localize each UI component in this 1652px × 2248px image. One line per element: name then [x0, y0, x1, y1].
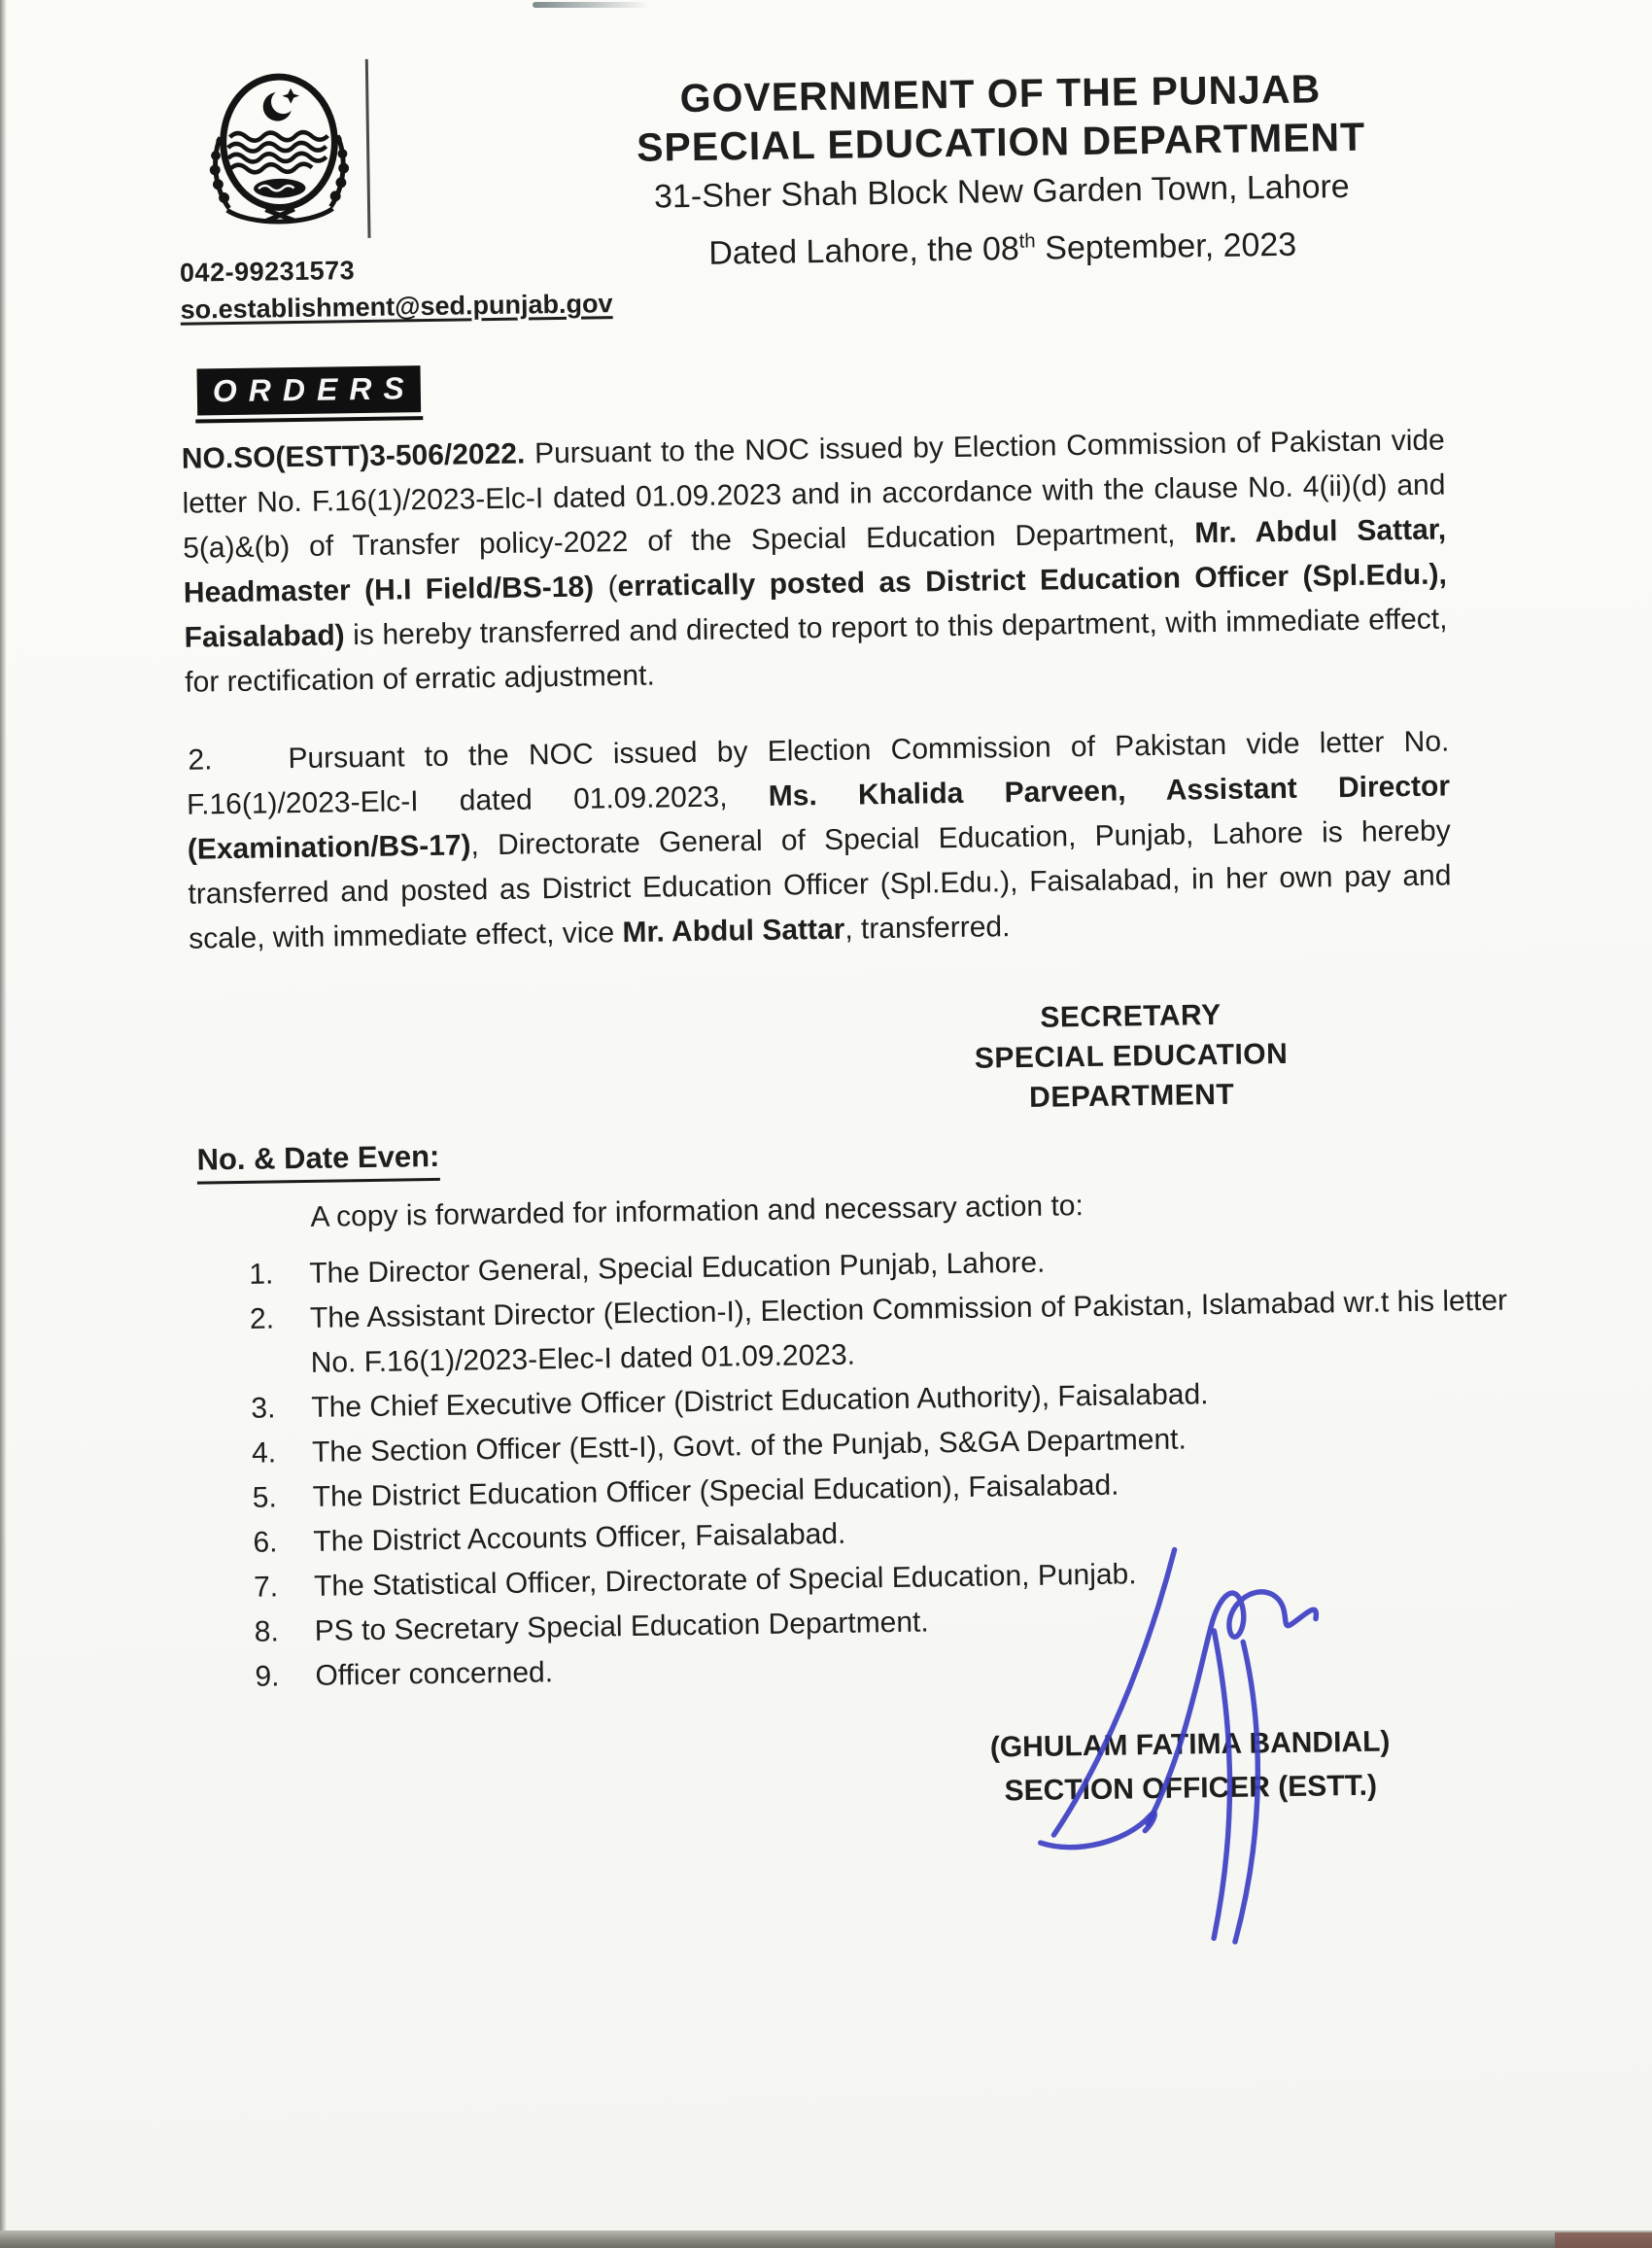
- para1-erratic-posting: erratically posted as District Education Officer (Spl.Edu.), Faisalabad): [184, 558, 1448, 654]
- date-text: Dated Lahore, the 08: [708, 229, 1020, 272]
- para2-text-2: , Directorate General of Special Education, Punjab, Lahore is hereby transferred and posted as District Education Officer (Spl.Edu.), Faisalabad, in her own pay and scale, with immediate effect, vice: [188, 814, 1452, 955]
- para2-text-3: , transferred.: [844, 911, 1011, 946]
- para1-text-2: (: [593, 571, 618, 604]
- para1-officer-name: Mr. Abdul Sattar, Headmaster (H.I Field/BS-18): [183, 513, 1447, 609]
- para2-vice-officer: Mr. Abdul Sattar: [622, 913, 845, 950]
- signatory-title: SECTION OFFICER (ESTT.): [1004, 1769, 1378, 1808]
- item-number: 3.: [251, 1392, 276, 1425]
- item-number: 1.: [249, 1258, 274, 1291]
- item-number: 5.: [252, 1481, 278, 1514]
- order-paragraph-1: [182, 418, 1449, 705]
- item-number: 2.: [249, 1302, 275, 1335]
- org-address: 31-Sher Shah Block New Garden Town, Lahore: [653, 167, 1350, 216]
- date-ordinal: th: [1018, 230, 1036, 253]
- scan-artifact-left-edge: [0, 0, 7, 2248]
- item-text: The District Accounts Officer, Faisalabad.: [313, 1517, 846, 1558]
- signatory-line2: SPECIAL EDUCATION: [974, 1037, 1289, 1075]
- header-divider: [365, 59, 371, 238]
- item-number: 8.: [254, 1615, 280, 1648]
- scan-artifact-bottom-edge: [0, 2231, 1652, 2248]
- number-date-even-label: No. & Date Even:: [196, 1139, 439, 1185]
- email-address: so.establishment@sed.punjab.gov: [180, 289, 613, 325]
- signatory-line3: DEPARTMENT: [1028, 1078, 1235, 1114]
- org-name-line2: SPECIAL EDUCATION DEPARTMENT: [636, 114, 1366, 170]
- item-text: The Assistant Director (Election-I), Election Commission of Pakistan, Islamabad wr.t his letter No. F.16(1)/2023-Elec-I dated 01.09.2023.: [309, 1284, 1508, 1379]
- order-paragraph-2: [186, 719, 1452, 961]
- item-number: 9.: [255, 1660, 280, 1693]
- phone-number: 042-99231573: [179, 256, 356, 288]
- scan-artifact-top-smear: [533, 2, 649, 8]
- signatory-name: (GHULAM FATIMA BANDIAL): [989, 1725, 1391, 1764]
- item-text: The Statistical Officer, Directorate of Special Education, Punjab.: [313, 1558, 1137, 1603]
- para1-text-1: Pursuant to the NOC issued by Election Commission of Pakistan vide letter No. F.16(1)/2023-Elc-I dated 01.09.2023 and in accordance with the clause No. 4(ii)(d) and 5(a)&(b) of Transfer policy-2022 of the Special Education Department,: [182, 424, 1446, 565]
- item-number: 7.: [253, 1571, 279, 1604]
- punjab-government-crest-icon: [196, 63, 362, 230]
- item-text: Officer concerned.: [315, 1656, 554, 1692]
- item-text: The Chief Executive Officer (District Education Authority), Faisalabad.: [311, 1378, 1209, 1424]
- item-text: The District Education Officer (Special Education), Faisalabad.: [312, 1469, 1119, 1513]
- orders-heading: ORDERS: [196, 365, 421, 415]
- para2-number: 2.: [188, 744, 213, 777]
- date-text-suffix: September, 2023: [1035, 225, 1297, 267]
- letterhead: [587, 63, 1416, 275]
- para2-officer-name: Ms. Khalida Parveen, Assistant Director (Examination/BS-17): [187, 770, 1451, 866]
- forwarding-line: A copy is forwarded for information and necessary action to:: [310, 1190, 1084, 1233]
- signature-ink: [992, 1533, 1358, 1951]
- item-text: PS to Secretary Special Education Department.: [314, 1606, 929, 1647]
- para2-text-1: Pursuant to the NOC issued by Election Commission of Pakistan vide letter No. F.16(1)/2023-Elc-I dated 01.09.2023,: [186, 725, 1450, 821]
- item-number: 4.: [251, 1436, 277, 1470]
- item-text: The Director General, Special Education Punjab, Lahore.: [309, 1246, 1046, 1290]
- letter-date: [590, 225, 1416, 275]
- para2-body: [186, 719, 1452, 961]
- scan-artifact-bottom-right: [1555, 2232, 1652, 2248]
- item-text: The Section Officer (Estt-I), Govt. of the Punjab, S&GA Department.: [311, 1423, 1187, 1469]
- item-number: 6.: [253, 1526, 278, 1559]
- order-ref-number: NO.SO(ESTT)3-506/2022.: [181, 437, 526, 475]
- org-name-line1: GOVERNMENT OF THE PUNJAB: [679, 66, 1322, 121]
- signatory-line1: SECRETARY: [1040, 998, 1222, 1034]
- para1-text-3: is hereby transferred and directed to report to this department, with immediate effect, for rectification of erratic adjustment.: [185, 603, 1448, 699]
- signatory-designation-block: [902, 993, 1360, 1120]
